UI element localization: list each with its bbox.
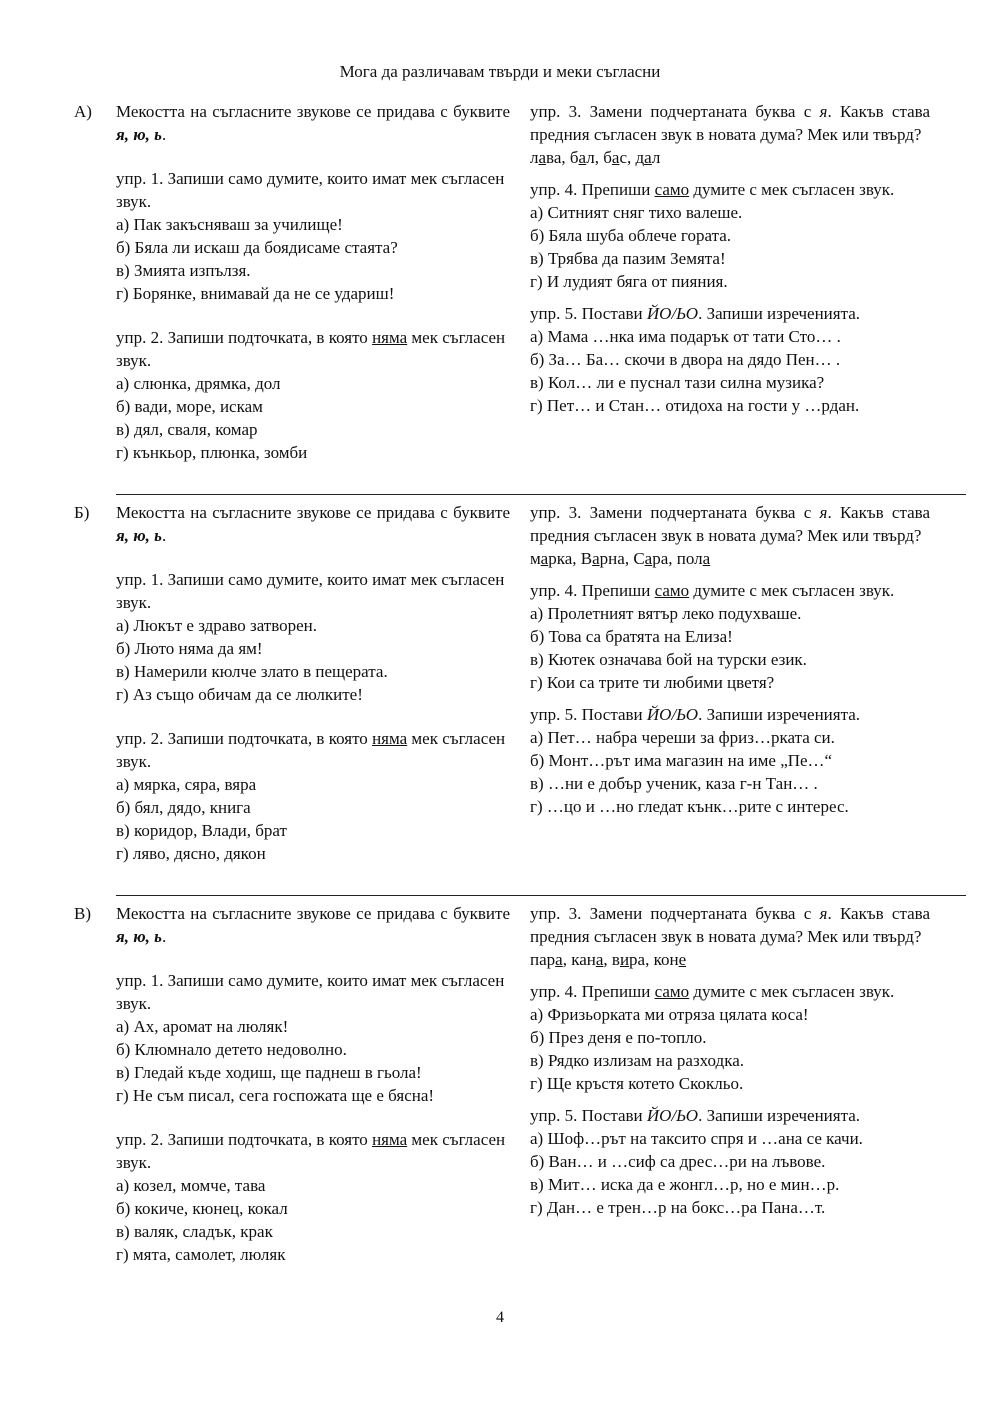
page-title: Мога да различавам твърди и меки съгласни [339,62,661,81]
list-item: г) Аз също обичам да се люлките! [116,685,363,704]
list-item: а) Люкът е здраво затворен. [116,616,318,635]
list-item: а) мярка, сяра, вяра [116,775,257,794]
list-item: а) Пет… набра череши за фриз…рката си. [530,728,835,747]
list-item: в) коридор, Влади, брат [116,821,287,840]
list-item: б) Клюмнало детето недоволно. [116,1040,347,1059]
section-letter: В) [74,904,91,923]
right-column [530,100,930,417]
list-item: а) слюнка, дрямка, дол [116,374,281,393]
exercise-4-heading: упр. 4. Препиши само думите с мек съгласен звук. [530,982,895,1001]
list-item: б) През деня е по-топло. [530,1028,707,1047]
list-item: в) Трябва да пазим Земята! [530,249,726,268]
list-item: а) Ситният сняг тихо валеше. [530,203,743,222]
list-item: г) И лудият бяга от пияния. [530,272,728,291]
exercise-5-heading: упр. 5. Постави ЙО/ЬО. Запиши изреченията. [530,304,861,323]
list-item: б) кокиче, кюнец, кокал [116,1199,288,1218]
right-column [530,501,930,818]
list-item: в) …ни е добър ученик, каза г-н Тан… . [530,774,818,793]
exercise-3-words: марка, Варна, Сара, пола [530,549,711,568]
list-item: б) Бяла ли искаш да боядисаме стаята? [116,238,398,257]
exercise-3-words: пара, кана, вира, коне [530,950,687,969]
list-item: г) ляво, дясно, дякон [116,844,266,863]
exercise-4-heading: упр. 4. Препиши само думите с мек съгласен звук. [530,180,895,199]
list-item: в) Мит… иска да е жонгл…р, но е мин…р. [530,1175,840,1194]
list-item: а) Фризьорката ми отряза цялата коса! [530,1005,809,1024]
list-item: в) Змията изпълзя. [116,261,251,280]
exercise-2-heading: упр. 2. Запиши подточката, в която няма мек съгласен звук. [116,729,506,771]
list-item: в) Намерили кюлче злато в пещерата. [116,662,388,681]
section-divider [116,895,966,896]
exercise-3-heading: упр. 3. Замени подчертаната буква с я. Какъв става предния съгласен звук в новата дума? Мек или твърд? [530,904,931,946]
list-item: б) За… Ба… скочи в двора на дядо Пен… . [530,350,841,369]
exercise-4-heading: упр. 4. Препиши само думите с мек съгласен звук. [530,581,895,600]
intro-text: Мекостта на съгласните звукове се придава с буквите я, ю, ь. [116,102,510,144]
section-letter: Б) [74,503,90,522]
list-item: г) Не съм писал, сега госпожата ще е бясна! [116,1086,435,1105]
page-number: 4 [496,1309,504,1326]
list-item: в) Рядко излизам на разходка. [530,1051,744,1070]
exercise-3-words: лава, бал, бас, дал [530,148,661,167]
exercise-3-heading: упр. 3. Замени подчертаната буква с я. Какъв става предния съгласен звук в новата дума? Мек или твърд? [530,503,931,545]
list-item: г) Борянке, внимавай да не се удариш! [116,284,395,303]
exercise-5-heading: упр. 5. Постави ЙО/ЬО. Запиши изреченията. [530,1106,861,1125]
exercise-1-heading: упр. 1. Запиши само думите, които имат мек съгласен звук. [116,570,505,612]
list-item: в) дял, сваля, комар [116,420,258,439]
left-column [116,501,510,865]
list-item: а) Мама …нка има подарък от тати Сто… . [530,327,841,346]
right-column [530,902,930,1219]
exercise-2-heading: упр. 2. Запиши подточката, в която няма мек съгласен звук. [116,328,506,370]
list-item: а) Пак закъсняваш за училище! [116,215,343,234]
list-item: б) Това са братята на Елиза! [530,627,733,646]
list-item: г) Пет… и Стан… отидоха на гости у …рдан. [530,396,860,415]
list-item: б) Бяла шуба облече гората. [530,226,731,245]
list-item: г) …цо и …но гледат кънк…рите с интерес. [530,797,849,816]
list-item: в) Кютек означава бой на турски език. [530,650,807,669]
list-item: г) Дан… е трен…р на бокс…ра Пана…т. [530,1198,826,1217]
exercise-2-heading: упр. 2. Запиши подточката, в която няма мек съгласен звук. [116,1130,506,1172]
exercise-5-heading: упр. 5. Постави ЙО/ЬО. Запиши изреченията. [530,705,861,724]
list-item: г) кънкьор, плюнка, зомби [116,443,308,462]
list-item: б) Ван… и …сиф са дрес…ри на лъвове. [530,1152,826,1171]
intro-text: Мекостта на съгласните звукове се придава с буквите я, ю, ь. [116,503,510,545]
left-column [116,902,510,1266]
intro-text: Мекостта на съгласните звукове се придава с буквите я, ю, ь. [116,904,510,946]
left-column [116,100,510,464]
list-item: в) валяк, сладък, крак [116,1222,273,1241]
list-item: г) Ще кръстя котето Скокльо. [530,1074,744,1093]
list-item: а) Шоф…рът на таксито спря и …ана се качи. [530,1129,863,1148]
list-item: б) вади, море, искам [116,397,263,416]
list-item: а) козел, момче, тава [116,1176,266,1195]
list-item: б) Монт…рът има магазин на име „Пе…“ [530,751,833,770]
section-letter: А) [74,102,92,121]
list-item: г) Кои са трите ти любими цветя? [530,673,775,692]
list-item: б) бял, дядо, книга [116,798,251,817]
section-divider [116,494,966,495]
list-item: в) Гледай къде ходиш, ще паднеш в гьола! [116,1063,422,1082]
list-item: а) Ах, аромат на люляк! [116,1017,289,1036]
list-item: г) мята, самолет, люляк [116,1245,286,1264]
exercise-1-heading: упр. 1. Запиши само думите, които имат мек съгласен звук. [116,971,505,1013]
list-item: в) Кол… ли е пуснал тази силна музика? [530,373,825,392]
exercise-1-heading: упр. 1. Запиши само думите, които имат мек съгласен звук. [116,169,505,211]
list-item: а) Пролетният вятър леко подухваше. [530,604,802,623]
exercise-3-heading: упр. 3. Замени подчертаната буква с я. Какъв става предния съгласен звук в новата дума? Мек или твърд? [530,102,931,144]
list-item: б) Люто няма да ям! [116,639,263,658]
